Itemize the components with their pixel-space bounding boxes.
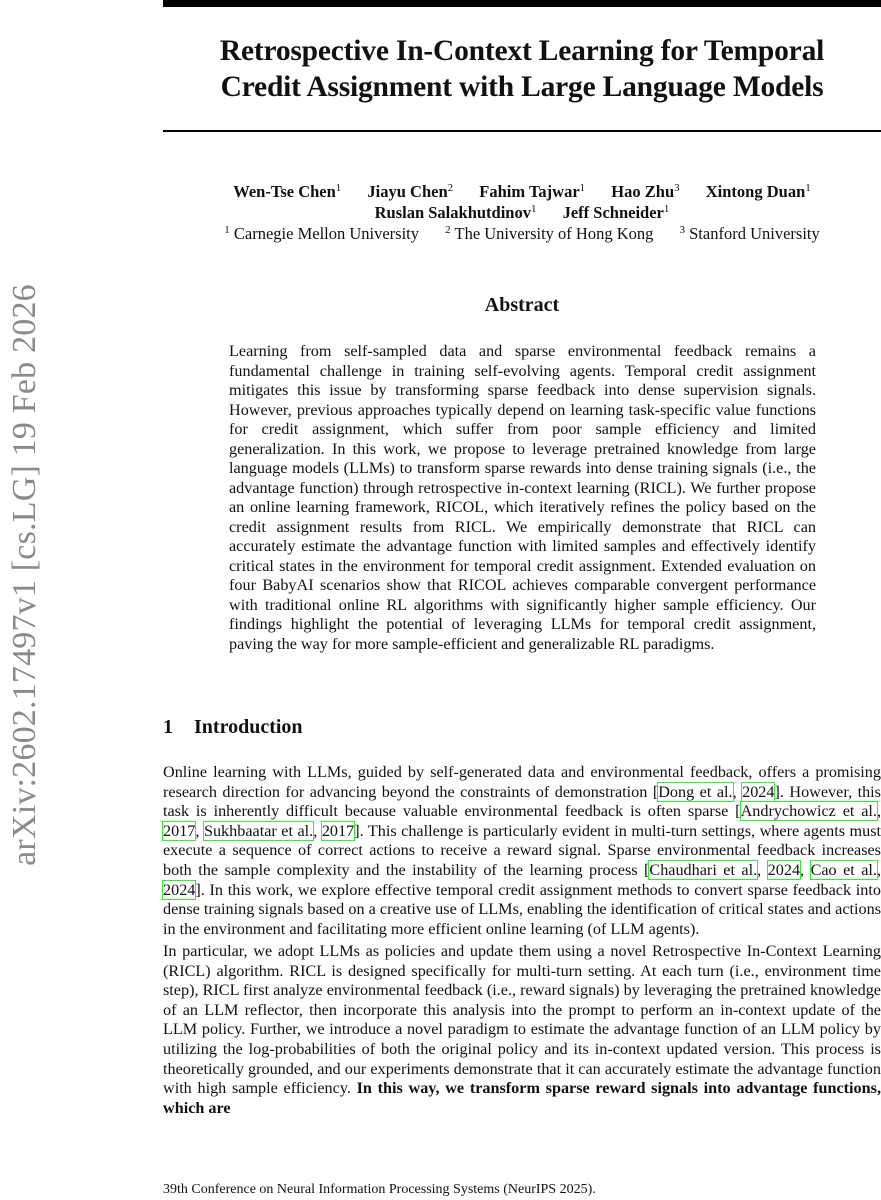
- affiliation-mark: 3: [679, 224, 685, 236]
- citation-link[interactable]: Andrychowicz et al.: [740, 802, 877, 821]
- top-rule: [163, 0, 881, 7]
- section-heading-introduction: [163, 716, 303, 739]
- citation-year-link[interactable]: 2017: [163, 821, 196, 840]
- affiliation-name: Stanford University: [689, 224, 820, 243]
- conference-footer: 39th Conference on Neural Information Processing Systems (NeurIPS 2025).: [163, 1182, 596, 1197]
- intro-paragraph-1: Online learning with LLMs, guided by self-generated data and environmental feedback, offers a promising research direction for advancing beyond the constraints of demonstration [Dong et al., 2024]. However, this task is inherently difficult because valuable environmental feedback is often sparse [Andrychowicz et al., 2017, Sukhbaatar et al., 2017]. This challenge is particularly evident in multi-turn settings, where agents must execute a sequence of correct actions to receive a reward signal. Sparse environmental feedback increases both the sample complexity and the instability of the learning process [Chaudhari et al., 2024, Cao et al., 2024]. In this work, we explore effective temporal credit assignment methods to convert sparse feedback into dense training signals based on a creative use of LLMs, enabling the identification of critical states and actions in the environment and facilitating more efficient online learning (of LLM agents).: [163, 763, 881, 938]
- author-row-2: [163, 202, 881, 223]
- citation-year-link[interactable]: 2024: [767, 860, 801, 879]
- citation-year-link[interactable]: 2024: [742, 782, 775, 801]
- citation-year-link[interactable]: 2024: [163, 880, 196, 899]
- intro-paragraph-2: [163, 942, 881, 1118]
- author-affiliation-mark: 1: [335, 182, 342, 194]
- affiliation-name: Carnegie Mellon University: [233, 224, 420, 243]
- author-affiliation-mark: 2: [447, 182, 454, 194]
- title-line-2: Credit Assignment with Large Language Models: [220, 71, 824, 103]
- abstract-heading: Abstract: [484, 294, 560, 316]
- section-number: 1: [163, 716, 173, 738]
- title-line-1: Retrospective In-Context Learning for Temporal: [219, 35, 825, 67]
- arxiv-stamp-text: arXiv:2602.17497v1 [cs.LG] 19 Feb 2026: [6, 284, 43, 866]
- arxiv-stamp: [0, 255, 50, 895]
- paragraph-bold-text: In this way, we transform sparse reward signals into advantage functions, which are: [163, 1079, 881, 1117]
- author-affiliation-mark: 1: [663, 203, 670, 215]
- section-title: Introduction: [194, 716, 303, 738]
- citation-link[interactable]: Chaudhari et al.: [649, 860, 758, 879]
- author-affiliation-mark: 1: [579, 182, 586, 194]
- citation-link[interactable]: Sukhbaatar et al.: [203, 821, 314, 840]
- author-affiliation-mark: 3: [674, 182, 680, 194]
- paper-title: [163, 33, 881, 105]
- affiliation-name: The University of Hong Kong: [454, 224, 654, 243]
- author-name: Xintong Duan: [705, 182, 806, 201]
- author-row-1: [163, 181, 881, 202]
- paragraph-text: In particular, we adopt LLMs as policies and update them using a novel Retrospective In-Context Learning (RICL) algorithm. RICL is designed specifically for multi-turn setting. At each turn (i.e., environment time step), RICL first analyze environmental feedback (i.e., reward signals) by leveraging the pretrained knowledge of an LLM reflector, then incorporate this analysis into the prompt to perform an in-context update of the LLM policy. Further, we introduce a novel paradigm to estimate the advantage function of an LLM policy by utilizing the log-probabilities of both the original policy and its in-context updated version. This process is theoretically grounded, and our experiments demonstrate that it can accurately estimate the advantage function with high sample efficiency.: [163, 942, 881, 1098]
- author-name: Jiayu Chen: [367, 182, 448, 201]
- affiliation-mark: 1: [224, 224, 230, 236]
- abstract-body: Learning from self-sampled data and sparse environmental feedback remains a fundamental challenge in training self-evolving agents. Temporal credit assignment mitigates this issue by transforming sparse feedback into dense supervision signals. However, previous approaches typically depend on learning task-specific value functions for credit assignment, which suffer from poor sample efficiency and limited generalization. In this work, we propose to leverage pretrained knowledge from large language models (LLMs) to transform sparse rewards into dense training signals (i.e., the advantage function) through retrospective in-context learning (RICL). We further propose an online learning framework, RICOL, which iteratively refines the policy based on the credit assignment results from RICL. We empirically demonstrate that RICL can accurately estimate the advantage function with limited samples and effectively identify critical states in the environment for temporal credit assignment. Extended evaluation on four BabyAI scenarios show that RICOL achieves comparable convergent performance with traditional online RL algorithms with significantly higher sample efficiency. Our findings highlight the potential of leveraging LLMs for temporal credit assignment, paving the way for more sample-efficient and generalizable RL paradigms.: [229, 342, 816, 653]
- affiliations-row: [163, 223, 881, 244]
- author-name: Jeff Schneider: [562, 203, 664, 222]
- title-rule: [163, 130, 881, 132]
- author-name: Fahim Tajwar: [479, 182, 580, 201]
- affiliation-mark: 2: [445, 224, 451, 236]
- paragraph-text: ]. However, this task is inherently difficult because valuable environmental feedback is often sparse [: [163, 782, 881, 821]
- paragraph-text: ]. In this work, we explore effective temporal credit assignment methods to convert sparse feedback into dense training signals based on a creative use of LLMs, enabling the identification of critical states and actions in the environment and facilitating more efficient online learning (of LLM agents).: [163, 880, 881, 938]
- author-affiliation-mark: 1: [530, 203, 537, 215]
- author-name: Wen-Tse Chen: [233, 182, 336, 201]
- author-name: Ruslan Salakhutdinov: [374, 203, 531, 222]
- citation-link[interactable]: Cao et al.: [810, 860, 877, 879]
- author-affiliation-mark: 1: [805, 182, 811, 194]
- author-name: Hao Zhu: [611, 182, 675, 201]
- author-block: [163, 181, 881, 244]
- paragraph-text: Online learning with LLMs, guided by self-generated data and environmental feedback, offers a promising research direction for advancing beyond the constraints of demonstration [: [163, 763, 881, 801]
- paragraph-text: ]. This challenge is particularly evident in multi-turn settings, where agents must execute a sequence of correct actions to receive a reward signal. Sparse environmental feedback increases both the sample complexity and the instability of the learning process [: [163, 821, 881, 879]
- citation-link[interactable]: Dong et al.: [658, 782, 733, 801]
- citation-year-link[interactable]: 2017: [321, 821, 355, 840]
